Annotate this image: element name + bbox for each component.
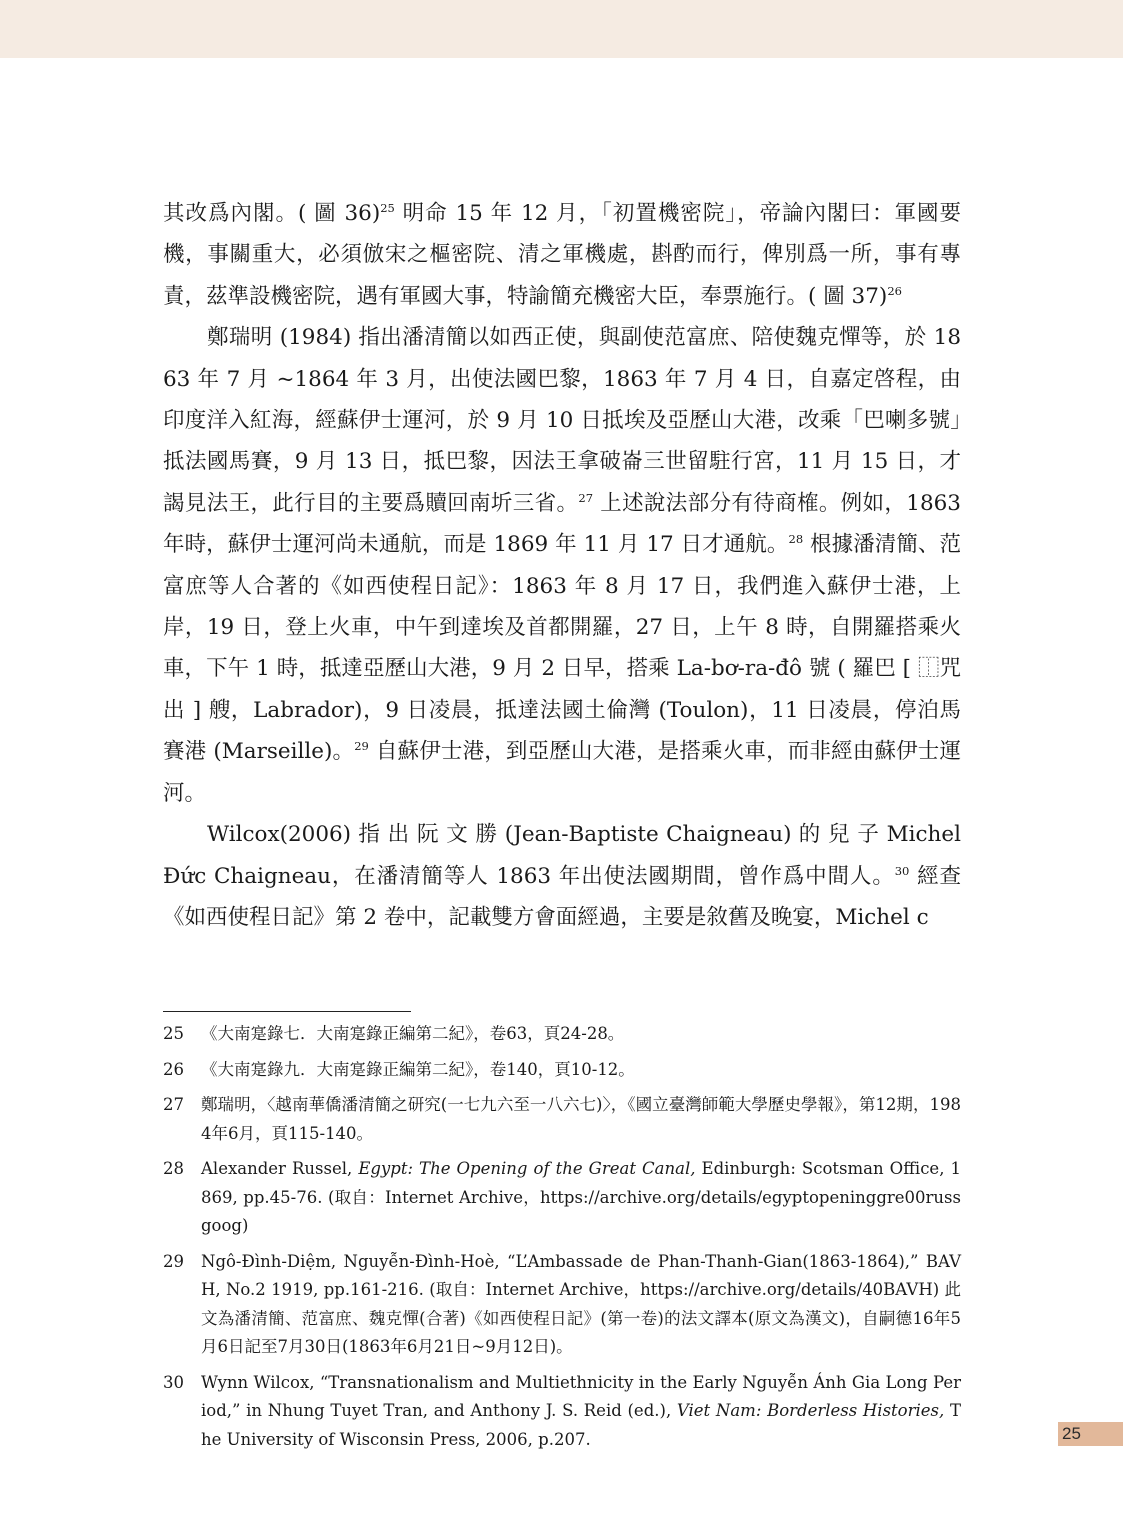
text-run: Alexander Russel, bbox=[201, 1159, 359, 1178]
footnote-item bbox=[163, 1155, 961, 1241]
italic-title: Viet Nam: Borderless Histories, bbox=[676, 1401, 945, 1420]
footnote-number: 27 bbox=[163, 1095, 184, 1114]
text-run: 上述說法部分有待商榷。例如，1863 年時，蘇伊士運河尚未通航，而是 1869 年 11 月 17 日才通航。 bbox=[163, 490, 961, 558]
text-run: Wilcox(2006) 指 出 阮 文 勝 (Jean-Baptiste Chaigneau) 的 兒 子 Michel Đức Chaigneau，在潘清簡等人 1863 年出使法國期間，曾作爲中間人。 bbox=[163, 822, 961, 889]
body-paragraph bbox=[163, 317, 961, 814]
footnote-item bbox=[163, 1369, 961, 1455]
italic-title: Egypt: The Opening of the Great Canal, bbox=[358, 1159, 696, 1178]
text-run: Ngô-Đình-Diệm, Nguyễn-Đình-Hoè, “L’Ambassade de Phan-Thanh-Gian(1863-1864),” BAVH, No.2 1919, pp.161-216. (取自：Internet Archive，https://archive.org/details/40BAVH) 此文為潘清簡、范富庶、魏克憚(合著)《如西使程日記》(第一卷)的法文譯本(原文為漢文)，自嗣德16年5月6日記至7月30日(1863年6月21日~9月12日)。 bbox=[201, 1251, 961, 1356]
text-run: The University of Wisconsin Press, 2006, p.207. bbox=[201, 1401, 961, 1449]
footnote-ref: 26 bbox=[887, 283, 902, 298]
footnotes bbox=[163, 1020, 961, 1461]
footnote-number: 28 bbox=[163, 1159, 184, 1178]
footnote-text bbox=[201, 1155, 961, 1241]
text-run: 自蘇伊士港，到亞歷山大港，是搭乘火車，而非經由蘇伊士運河。 bbox=[163, 739, 961, 806]
footnote-text bbox=[201, 1248, 961, 1362]
header-band bbox=[0, 0, 1123, 58]
text-run: Edinburgh: Scotsman Office, 1869, pp.45-76. (取自：Internet Archive，https://archive.org/details/egyptopeninggre00russgoog) bbox=[201, 1159, 961, 1235]
footnote-ref: 28 bbox=[788, 532, 804, 547]
footnote-text bbox=[201, 1091, 961, 1148]
footnote-number: 30 bbox=[163, 1372, 184, 1392]
footnote-ref: 30 bbox=[894, 863, 910, 878]
text-run: 明命 15 年 12 月，「初置機密院」，帝論內閣曰：軍國要機，事關重大，必須倣宋之樞密院、清之軍機處，斟酌而行，俾別爲一所，事有專責，茲準設機密院，遇有軍國大事，特諭簡充機密大臣，奉票施行。( 圖 37) bbox=[163, 201, 961, 309]
footnote-text bbox=[201, 1056, 961, 1085]
page-number: 25 bbox=[1058, 1422, 1123, 1446]
footnote-item bbox=[163, 1091, 961, 1148]
text-run: 《大南寔錄七．大南寔錄正編第二紀》，卷63，頁24-28。 bbox=[201, 1024, 625, 1043]
footnote-text bbox=[201, 1020, 961, 1049]
footnote-text bbox=[201, 1369, 961, 1455]
footnote-ref: 29 bbox=[354, 739, 369, 754]
footnote-item bbox=[163, 1056, 961, 1085]
body-paragraph bbox=[163, 814, 961, 938]
body-paragraph bbox=[163, 193, 961, 317]
footnote-divider bbox=[163, 1011, 411, 1012]
footnote-ref: 27 bbox=[578, 490, 594, 505]
text-run: 經查《如西使程日記》第 2 卷中，記載雙方會面經過，主要是敘舊及晚宴，Michel c bbox=[163, 863, 961, 930]
body-text bbox=[163, 193, 961, 938]
footnote-number: 29 bbox=[163, 1251, 184, 1271]
footnote-ref: 25 bbox=[380, 200, 395, 215]
text-run: 《大南寔錄九．大南寔錄正編第二紀》，卷140，頁10-12。 bbox=[201, 1059, 635, 1079]
footnote-number: 25 bbox=[163, 1024, 184, 1043]
text-run: 其改爲內閣。( 圖 36) bbox=[163, 201, 381, 226]
text-run: 根據潘清簡、范富庶等人合著的《如西使程日記》：1863 年 8 月 17 日，我們進入蘇伊士港，上岸，19 日，登上火車，中午到達埃及首都開羅，27 日，上午 8 時，自開羅搭乘火車，下午 1 時，抵達亞歷山大港，9 月 2 日早，搭乘 La-bơ-ra-đô 號 ( 羅巴 [ ⿰咒出 ] 艘，Labrador)，9 日凌晨，抵達法國土倫灣 (Toulon)，11 日凌晨，停泊馬賽港 (Marseille)。 bbox=[163, 532, 961, 765]
footnote-item bbox=[163, 1020, 961, 1049]
text-run: 鄭瑞明 (1984) 指出潘清簡以如西正使，與副使范富庶、陪使魏克憚等，於 1863 年 7 月 ~1864 年 3 月，出使法國巴黎，1863 年 7 月 4 日，自嘉定啓程，由印度洋入紅海，經蘇伊士運河，於 9 月 10 日抵埃及亞歷山大港，改乘「巴喇多號」抵法國馬賽，9 月 13 日，抵巴黎，因法王拿破崙三世留駐行宮，11 月 15 日，才謁見法王，此行目的主要爲贖回南圻三省。 bbox=[163, 325, 961, 516]
text-run: Wynn Wilcox, “Transnationalism and Multiethnicity in the Early Nguyễn Ánh Gia Long Period,” in Nhung Tuyet Tran, and Anthony J. S. Reid (ed.), bbox=[201, 1372, 961, 1420]
footnote-item bbox=[163, 1248, 961, 1362]
footnote-number: 26 bbox=[163, 1059, 184, 1079]
text-run: 鄭瑞明，〈越南華僑潘清簡之研究(一七九六至一八六七)〉，《國立臺灣師範大學歷史學報》，第12期，1984年6月，頁115-140。 bbox=[201, 1095, 961, 1143]
